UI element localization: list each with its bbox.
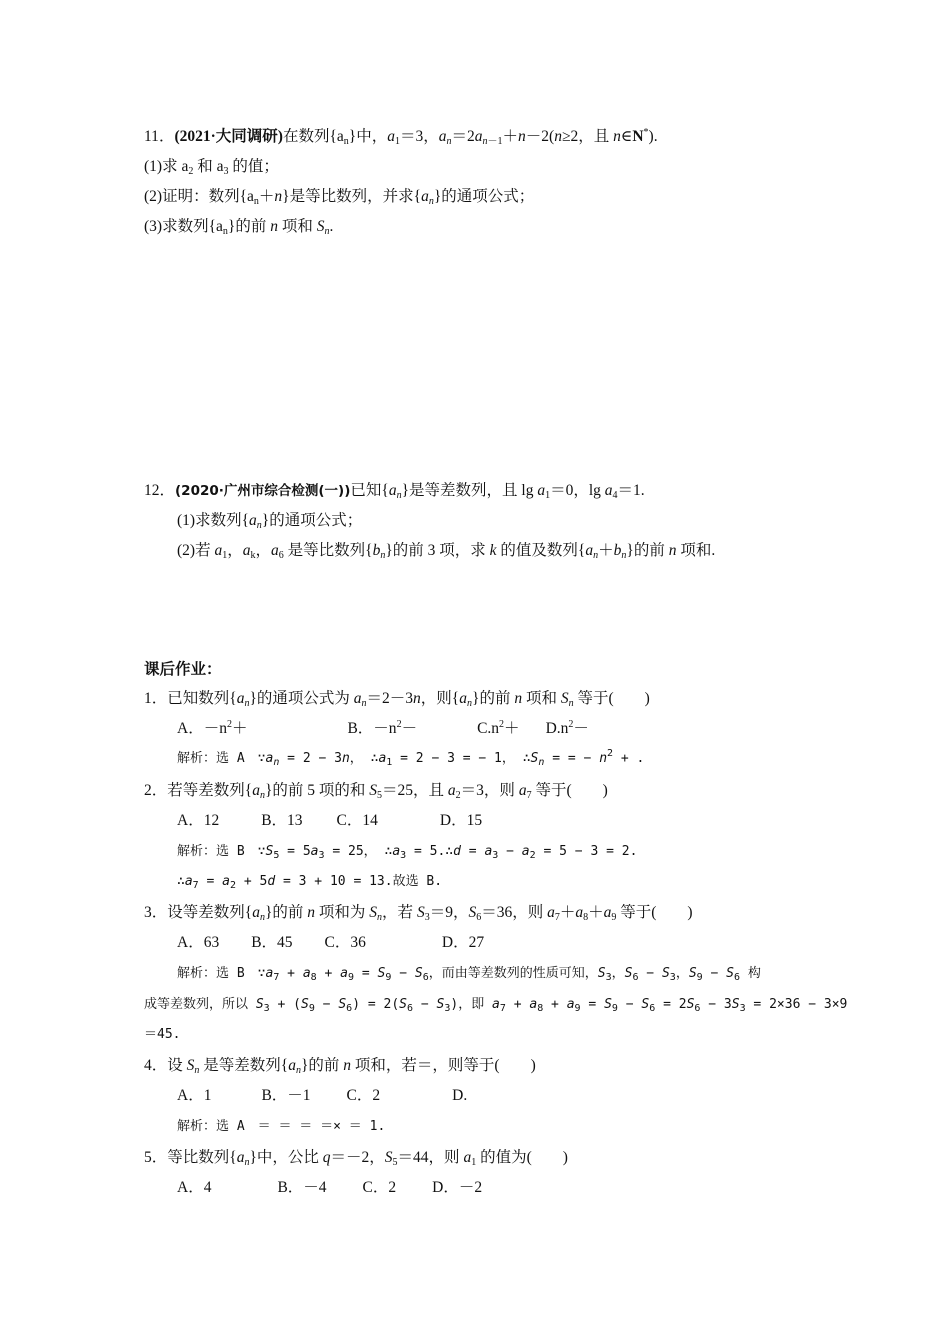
hw3-analysis-end: ＝45. [144, 1027, 181, 1042]
q12-stem: 12．(2020·广州市综合检测(一))已知$\{a_n\}$是等差数列，且 $\lg a_1=0$，$\lg a_4=1$. [144, 482, 645, 501]
hw4-stem: 4．设 $S_n$ 是等差数列$\{a_n\}$的前 n 项和，若＝，则等于( ) [144, 1057, 536, 1076]
q12-number: 12 [144, 482, 160, 499]
hw4-option-d: D. [452, 1087, 468, 1104]
q11-number: 11 [144, 128, 159, 145]
hw1-analysis-label: 解析：选 A [177, 751, 245, 766]
hw4-options [177, 1086, 467, 1106]
hw1-stem: 1．已知数列$\{a_n\}$的通项公式为 $a_n=2-3n$，则$\{a_n\}$的前 n 项和 $S_n$ 等于( ) [144, 690, 650, 709]
hw2-option-b: B．13 [261, 812, 303, 829]
hw2-stem: 2．若等差数列$\{a_n\}$的前 5 项的和 $S_5=25$，且 $a_2=3$，则 $a_7$ 等于( ) [144, 782, 608, 801]
hw4-option-c: C．2 [346, 1087, 381, 1104]
hw3-analysis: 解析：选 B $\because a_7 + a_8 + a_9 = S_9 - S_6$，而由等差数列的性质可知，$S_3$，$S_6 - S_3$，$S_9 - S_6$ 构 [177, 966, 761, 983]
hw3-analysis-label: 解析：选 B [177, 966, 245, 981]
hw5-option-d: D．－2 [432, 1179, 483, 1196]
hw4-analysis: 解析：选 A ＝ ＝ ＝ ＝× ＝ 1. [177, 1119, 386, 1134]
q12-part1: (1)求数列$\{a_n\}$的通项公式； [177, 512, 363, 531]
hw3-option-a: A．63 [177, 934, 220, 951]
hw3-option-c: C．36 [324, 934, 366, 951]
hw1-option-a: A．－n [177, 720, 227, 737]
hw1-option-b: B．－n [347, 720, 397, 737]
hw2-analysis-label: 解析：选 B [177, 844, 245, 859]
hw3-stem: 3．设等差数列$\{a_n\}$的前 n 项和为 $S_n$，若 $S_3=9$，$S_6=36$，则 $a_7+a_8+a_9$ 等于( ) [144, 904, 693, 923]
q11-source: (2021·大同调研) [174, 128, 283, 145]
hw2-option-a: A．12 [177, 812, 220, 829]
q11-part1-text: (1)求 a [144, 158, 189, 175]
hw1-option-c: C.n [477, 720, 500, 737]
hw5-options [177, 1178, 482, 1198]
hw4-option-a: A．1 [177, 1087, 212, 1104]
hw4-option-b: B．－1 [261, 1087, 311, 1104]
q11-part1-text-c: 的值； [228, 158, 279, 175]
hw3-options [177, 933, 484, 953]
hw2-option-c: C．14 [336, 812, 378, 829]
hw5-option-a: A．4 [177, 1179, 212, 1196]
q11-stem-text: 在数列{a [282, 128, 344, 145]
q12-source: (2020·广州市综合检测(一)) [175, 483, 351, 499]
q11-part1: (1)求 $a_2$ 和 $a_3$ 的值； [144, 158, 279, 177]
q11-part2: (2)证明：数列$\{a_n+n\}$是等比数列，并求$\{a_n\}$的通项公式； [144, 188, 535, 207]
hw2-option-d: D．15 [439, 812, 483, 829]
hw5-option-c: C．2 [362, 1179, 397, 1196]
hw1-option-d: D.n [545, 720, 569, 737]
hw1-options: A．$-n^2+ B$．$-n^2- C.n^2+ D.n^2-$ [177, 719, 589, 737]
q11-part3-text: (3)求数列{a [144, 218, 223, 235]
hw3-option-d: D．27 [441, 934, 485, 951]
hw5-stem: 5．等比数列$\{a_n\}$中，公比 q＝－2，$S_5=44$，则 $a_1$ 的值为( ) [144, 1149, 568, 1168]
hw2-analysis: 解析：选 B $\because S_5 = 5a_3 = 25$， $\therefore a_3$ = 5.∴d = $a_3 - a_2 = 5 - 3 = 2$. [177, 844, 638, 861]
hw3-option-b: B．45 [251, 934, 293, 951]
q11-stem: 11．(2021·大同调研)在数列$\{a_n\}$中，$a_1=3$，$a_n=2a_{n-1}+n-2(n\ge 2$，且 n∈N*). [144, 127, 658, 147]
q12-part2: (2)若 $a_1$，$a_k$，$a_6$ 是等比数列$\{b_n\}$的前 3 项，求 k 的值及数列$\{a_n+b_n\}$的前 n 项和. [177, 542, 716, 561]
q11-part3: (3)求数列$\{a_n\}$的前 n 项和 $S_n$. [144, 218, 334, 237]
hw3-analysis-cont: 成等差数列，所以 $S_3 + (S_9 - S_6) = 2(S_6 - S_3)$，即 $a_7 + a_8 + a_9 = S_9 - S_6 = 2S_6 - 3S_3 = 2\times 36 - 3\times 9$ [144, 997, 848, 1014]
hw2-analysis-cont: $\therefore a_7 = a_2 + 5d = 3 + 10 = 13$.故选 B. [177, 874, 443, 891]
hw2-options [177, 811, 482, 831]
hw1-analysis: 解析：选 A $\because a_n = 2 - 3n$， $\therefore a_1 = 2 - 3$ = − 1， $\therefore S_n$ = = − $n^2$ + . [177, 748, 645, 768]
q11-part2-text: (2)证明：数列{a [144, 188, 254, 205]
homework-title: 课后作业： [144, 661, 222, 678]
q11-part1-text-b: 和 a [193, 158, 224, 175]
hw5-option-b: B．－4 [277, 1179, 327, 1196]
